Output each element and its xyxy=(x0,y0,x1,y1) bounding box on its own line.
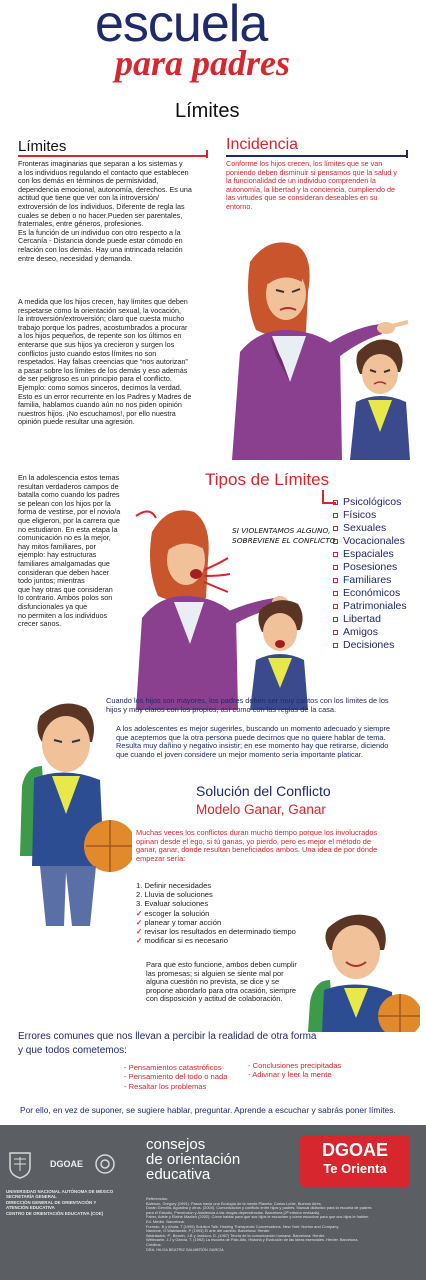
boy-smiling-illustration xyxy=(302,906,420,1032)
speech-caption: SI VIOLENTAMOS ALGUNO, SOBREVIENE EL CONFLICTO xyxy=(232,526,336,545)
step-item: 3. Evaluar soluciones xyxy=(136,899,209,909)
limites-rule xyxy=(18,155,208,157)
limites-adolescence-text: En la adolescencia estos temas resultan verdaderos campos de batalla como cuando los padres se pelean con los hijos por la forma de vestirse, por el novio/a que eligieron, por la carrera que no estudiaron. En esta etapa la comunicación no es la mejor, hay mitos familiares, por ejemplo: hay estructuras familiares amalgamadas que consideran que deben hacer todo juntos; mientras que hay otras que consideran lo contrario. Ambos polos son disfuncionales ya que no permiten a los individuos crecer sanos. xyxy=(18,473,121,629)
tipo-item: Sexuales xyxy=(333,522,407,535)
step-item: 2. Lluvia de soluciones xyxy=(136,890,213,900)
error-item: - Pensamiento del todo o nada xyxy=(124,1072,228,1082)
incidencia-rule-vertical xyxy=(406,150,408,158)
bullet-square-icon xyxy=(333,513,338,518)
solucion-closing: Para que esto funcione, ambos deben cumplir las promesas; si alguien se siente mal por alguna cuestión no prevista, se dice y se propone abordarlo para otra ocasión, siempre con disposición y actitud de colaboración. xyxy=(146,960,297,1004)
limites-definition: Fronteras imaginarias que separan a los sistemas y a los individuos regulando el contacto que establecen con los demás en términos de permisividad, dependencia emocional, autonomía, derechos. Es una actitud que tiene que ver con la introversión/ extroversión de los individuos. Diferente de regla las cuales se deben o no hacer.Pueden ser parentales, fraternales, entre géneros, profesiones. Es la función de un individuo con otro respecto a la Cercanía - Distancia donde puede estar cómodo en relación con los demás. Hay una intrincada relación entre deseo, necesidad y demanda. xyxy=(18,159,192,263)
limites-rule-vertical xyxy=(206,150,208,158)
limites-growth-text: A medida que los hijos crecen, hay límites que deben respetarse como la orientación sexual, la vocación, la introversión/extroversión; claro que cuesta mucho trabajo porque los padres, acostumbrados a procurar a los hijos pequeños, de repente son los últimos en enterarse que sus hijos ya crecieron y surgen los conflictos justo cuando estos límites no son respetados. Hay falsas creencias que “nos autorizan” a pasar sobre los límites de los demás y eso además de ser peligroso es un principio para el conflicto. Ejemplo: como somos sinceros, decimos la verdad. Esto es un error recurrente en los Padres y Madres de familia, hablamos cuando aún no nos piden opinión nuestros hijos. ¡No escuchamos!, por ello nuestra opinión puede resultar una agresión. xyxy=(18,297,192,427)
unam-shield-icon xyxy=(8,1151,32,1179)
step-item: 1. Definir necesidades xyxy=(136,881,212,890)
badge-line-2: Te Orienta xyxy=(323,1161,387,1176)
boy-backpack-illustration xyxy=(12,696,132,934)
incidencia-text: Conforme los hijos crecen, los límites que se van poniendo deben disminuir si pensamos que la salud y la funcionalidad de un individuo comprenden la autonomía, la libertad y la conciencia, cumpliendo de las virtudes que se consideran deseables en su entorno. xyxy=(226,159,398,211)
error-item: - Resaltar los problemas xyxy=(124,1081,207,1091)
error-item: - Adivinar y leer la mente xyxy=(248,1070,332,1080)
error-item: - Pensamientos catastróficos xyxy=(124,1063,222,1072)
tipo-item: Familiares xyxy=(333,574,407,587)
middle-text-2: A los adolescentes es mejor sugerirles, buscando un momento adecuado y siempre que aceptemos que la otra persona puede decirnos que no quiere hablar de tema. Resulta muy dañino y negativo insistir; en ese momento hay que retirarse, diciendo que cuando el joven considere un mejor momento sería importante platicar. xyxy=(116,724,391,759)
title-escuela: escuela xyxy=(95,0,268,53)
error-item: - Conclusiones precipitadas xyxy=(248,1061,342,1070)
checkmark-icon: ✓ xyxy=(136,936,143,946)
institution-text: UNIVERSIDAD NACIONAL AUTÓNOMA DE MÉXICO SECRETARÍA GENERAL DIRECCIÓN GENERAL DE ORIENTACIÓN Y ATENCIÓN EDUCATIVA CENTRO DE ORIENTACIÓN EDUCATIVA (COE) xyxy=(6,1189,114,1216)
dgoae-logo-icon xyxy=(94,1153,116,1175)
badge-line-1: DGOAE xyxy=(321,1140,388,1160)
consejos-title: consejos de orientación educativa xyxy=(146,1136,241,1183)
solucion-heading: Solución del Conflicto xyxy=(196,783,331,799)
bullet-square-icon xyxy=(333,591,338,596)
errores-closing: Por ello, en vez de suponer, se sugiere hablar, preguntar. Aprende a escuchar y sabrás poner límites. xyxy=(20,1105,396,1115)
bullet-square-icon xyxy=(333,500,338,505)
check-item: ✓ planear y tomar acción xyxy=(136,917,222,927)
solucion-subheading: Modelo Ganar, Ganar xyxy=(196,802,326,817)
bullet-square-icon xyxy=(333,604,338,609)
bullet-square-icon xyxy=(333,617,338,622)
page-title: Límites xyxy=(175,100,240,122)
bullet-square-icon xyxy=(333,552,338,557)
tipos-heading: Tipos de Límites xyxy=(205,470,330,489)
bullet-square-icon xyxy=(333,565,338,570)
mother-scolding-illustration xyxy=(210,232,420,460)
dgoae-badge xyxy=(300,1135,410,1187)
tipo-item: Psicológicos xyxy=(333,496,407,509)
tipo-item: Patrimoniales xyxy=(333,600,407,613)
footer xyxy=(0,1125,426,1280)
incidencia-rule xyxy=(226,155,408,157)
tipo-item: Amigos xyxy=(333,626,407,639)
tipo-item: Espaciales xyxy=(333,548,407,561)
references-text: Referencias: Bateson, Gregory (1991). Pasos hacia una Ecología de la mente.Planeta. Carlos Lohle, Buenos Aires. Durán Gervilla, Agustina y otros. (2004). Comunicación y conflicto entre hijos y padres. Manual didáctico para la escuela de padres para el Estudio, Prevención y Asistencia a las drogas dependencias. Barcelona (2ª edición revisada). Faber, Adele y Elaine Mazlish (2002). Cómo hablar para que sus hijos le escuchen y cómo escuchar para que sus hijos le hablen. Ed. Medici. Barcelona. Furman, B y Ahola, T (1995) Solution Talk: Hosting Therapeutic Conversations. New York: Norton and Company. Nardone, G.Watzlawick, P (1993) El arte del cambio. Barcelona: Herder. Watzlawick, P., Beavin, J.B y Jackson, D. (1967) Teoría de la comunicación humana. Barcelona: Herder. Wittezaele, J.J y García, T. (1992) La escuela de Palo Alto. Historia y Evolución de las ideas esenciales. Herder. Barcelona. Créditos: DRA. HILDA BEATRIZ SALMERÓN GARCÍA xyxy=(146,1196,372,1252)
limites-heading: Límites xyxy=(18,138,67,155)
checkmark-icon: ✓ xyxy=(136,927,143,937)
solucion-steps xyxy=(136,881,296,945)
checkmark-icon: ✓ xyxy=(136,917,143,927)
title-para-padres: para padres xyxy=(115,43,291,83)
dgoae-logo-text: DGOAE xyxy=(50,1159,84,1169)
check-item: ✓ modificar si es necesario xyxy=(136,936,228,946)
incidencia-heading: Incidencia xyxy=(226,136,299,153)
tipo-item: Libertad xyxy=(333,613,407,626)
errores-heading: Errores comunes que nos llevan a percibir la realidad de otra forma y que todos cometemos: xyxy=(18,1031,317,1056)
bullet-square-icon xyxy=(333,643,338,648)
errores-col-1 xyxy=(124,1063,227,1091)
bullet-square-icon xyxy=(333,578,338,583)
middle-text-1: Cuando los hijos son mayores, los padres deben ser muy cautos con los límites de los hijos y muy claros con los propios, así como con las reglas de la casa. xyxy=(106,696,389,714)
tipo-item: Físicos xyxy=(333,509,407,522)
tipo-item: Posesiones xyxy=(333,561,407,574)
tipo-item: Económicos xyxy=(333,587,407,600)
solucion-intro: Muchas veces los conflictos duran mucho tiempo porque los involucrados opinan desde el ego, si tú ganas, yo pierdo, pero es mejor el método de ganar, ganar, donde resultan beneficiados ambos. Una idea de por dónde empezar sería: xyxy=(136,828,378,863)
checkmark-icon: ✓ xyxy=(136,908,143,918)
masthead xyxy=(0,0,426,130)
check-item: ✓ revisar los resultados en determinado tiempo xyxy=(136,927,296,937)
errores-col-2 xyxy=(248,1061,341,1080)
tipos-list xyxy=(333,496,407,652)
bullet-square-icon xyxy=(333,630,338,635)
tipo-item: Vocacionales xyxy=(333,535,407,548)
tipo-item: Decisiones xyxy=(333,639,407,652)
check-item: ✓ escoger la solución xyxy=(136,908,210,918)
